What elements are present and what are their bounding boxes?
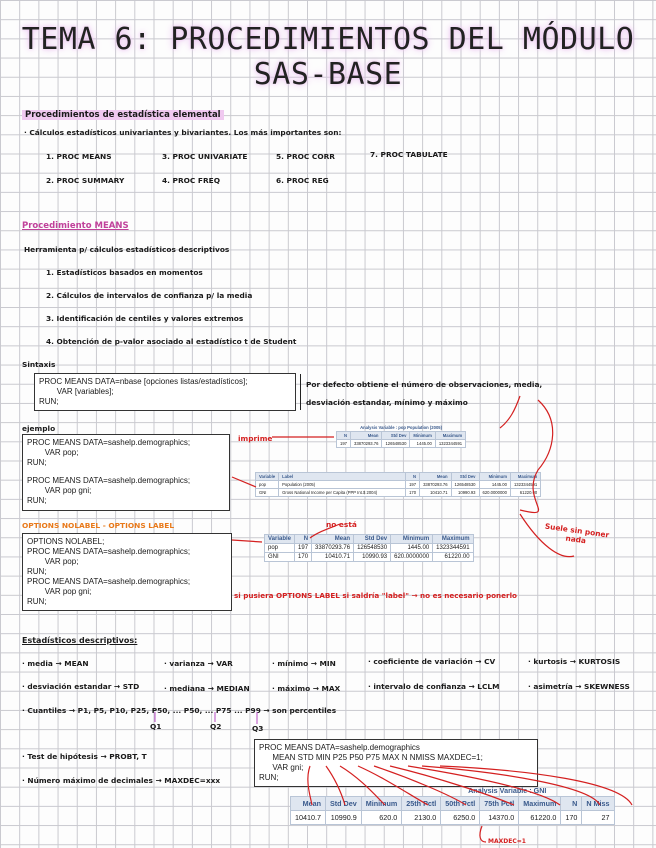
options-label-note: si pusiera OPTIONS LABEL si saldría "label" → no es necesario ponerlo bbox=[234, 591, 517, 600]
proc-item: 7. PROC TABULATE bbox=[370, 150, 448, 159]
intro-text: · Cálculos estadísticos univariantes y bivariantes. Los más importantes son: bbox=[24, 128, 342, 137]
maxdec-code-block: PROC MEANS DATA=sashelp.demographics MEAN STD MIN P25 P50 P75 MAX N NMISS MAXDEC=1; VAR gni; RUN; bbox=[254, 739, 538, 787]
stat-item: · varianza → VAR bbox=[164, 659, 233, 668]
hipotesis-text: · Test de hipótesis → PROBT, T bbox=[22, 752, 147, 761]
table-header: Maximum bbox=[519, 797, 561, 811]
quartile-label: Q2 bbox=[210, 722, 222, 731]
quartile-label: Q3 bbox=[252, 724, 264, 733]
section-heading-descriptivos: Estadísticos descriptivos: bbox=[22, 636, 138, 645]
table-header: Variable bbox=[265, 535, 295, 544]
sintaxis-code-block: PROC MEANS DATA=nbase [opciones listas/estadísticos]; VAR [variables]; RUN; bbox=[34, 373, 296, 411]
table-header: 50th Pctl bbox=[441, 797, 480, 811]
page-title: TEMA 6: PROCEDIMIENTOS DEL MÓDULO SAS-BASE bbox=[21, 22, 635, 92]
table-header: N Miss bbox=[582, 797, 614, 811]
table-header: N bbox=[337, 432, 351, 440]
stat-item: · máximo → MAX bbox=[272, 684, 341, 693]
stat-item: · media → MEAN bbox=[22, 659, 89, 668]
table-header: Minimum bbox=[361, 797, 402, 811]
proc-item: 4. PROC FREQ bbox=[162, 176, 220, 185]
table-row: GNI 170 10410.71 10990.93 620.0000000 61220.00 bbox=[265, 553, 474, 562]
table-header: N bbox=[561, 797, 582, 811]
means-description: Herramienta p/ cálculos estadísticos descriptivos bbox=[24, 245, 230, 254]
proc-item: 3. PROC UNIVARIATE bbox=[162, 152, 248, 161]
table-row: pop Population (2005) 197 33870293.76 126548530 1445.00 1323344591 bbox=[256, 481, 541, 489]
table-row: pop 197 33870293.76 126548530 1445.00 1323344591 bbox=[265, 544, 474, 553]
table-header: Minimum bbox=[391, 535, 433, 544]
table-header: Variable bbox=[256, 473, 279, 481]
proc-item: 5. PROC CORR bbox=[276, 152, 335, 161]
imprime-note: imprime bbox=[238, 434, 273, 443]
stat-item: · asimetría → SKEWNESS bbox=[528, 682, 630, 691]
means-item: 1. Estadísticos basados en momentos bbox=[46, 268, 203, 277]
table-gni bbox=[290, 786, 615, 825]
options-code-block: OPTIONS NOLABEL; PROC MEANS DATA=sashelp.demographics; VAR pop; RUN; PROC MEANS DATA=sashelp.demographics; VAR pop gni; RUN; bbox=[22, 533, 232, 611]
proc-item: 1. PROC MEANS bbox=[46, 152, 112, 161]
table-row: 10410.7 10990.9 620.0 2130.0 6250.0 14370.0 61220.0 170 27 bbox=[291, 811, 615, 825]
stat-item: · intervalo de confianza → LCLM bbox=[368, 682, 500, 691]
table-header: Label bbox=[279, 473, 406, 481]
decimales-text: · Número máximo de decimales → MAXDEC=xxx bbox=[22, 776, 221, 785]
ejemplo-code-1: PROC MEANS DATA=sashelp.demographics; VAR pop; RUN; bbox=[22, 434, 230, 476]
table-pop-caption: Analysis Variable : pop Population (2005) bbox=[360, 425, 443, 430]
means-item: 4. Obtención de p-valor asociado al estadístico t de Student bbox=[46, 337, 297, 346]
section-heading-means: Procedimiento MEANS bbox=[22, 221, 129, 231]
means-item: 2. Cálculos de intervalos de confianza p/ la media bbox=[46, 291, 253, 300]
table-header: N bbox=[406, 473, 420, 481]
arrow-table2 bbox=[232, 477, 256, 487]
table-header: Mean bbox=[312, 535, 354, 544]
table-header: Std Dev bbox=[325, 797, 361, 811]
stat-item: · coeficiente de variación → CV bbox=[368, 657, 496, 666]
means-item: 3. Identificación de centiles y valores extremos bbox=[46, 314, 244, 323]
table-header: 25th Pctl bbox=[402, 797, 441, 811]
section-heading-elemental: Procedimientos de estadística elemental bbox=[22, 102, 224, 121]
no-esta-note: no está bbox=[326, 520, 357, 529]
stat-item: · desviación estandar → STD bbox=[22, 682, 140, 691]
arrow-maxdec bbox=[480, 826, 486, 842]
table-header: Mean bbox=[351, 432, 382, 440]
stat-item: · mínimo → MIN bbox=[272, 659, 336, 668]
suele-note: Suele sin poner nada bbox=[544, 521, 610, 546]
stat-item: · mediana → MEDIAN bbox=[164, 684, 250, 693]
stat-item: · kurtosis → KURTOSIS bbox=[528, 657, 621, 666]
table-header: Maximum bbox=[433, 535, 473, 544]
arrow-options bbox=[232, 540, 262, 542]
quartile-label: Q1 bbox=[150, 722, 162, 731]
table-header: 75th Pctl bbox=[480, 797, 519, 811]
table-header: Mean bbox=[420, 473, 451, 481]
table-header: Minimum bbox=[479, 473, 510, 481]
proc-item: 2. PROC SUMMARY bbox=[46, 176, 125, 185]
sintaxis-note: Por defecto obtiene el número de observaciones, media, desviación estandar, mínimo y máximo bbox=[306, 380, 543, 407]
maxdec-note: MAXDEC=1 bbox=[488, 838, 526, 845]
table-header: Std Dev bbox=[382, 432, 410, 440]
ejemplo-code-2: PROC MEANS DATA=sashelp.demographics; VAR pop gni; RUN; bbox=[22, 473, 230, 511]
table-row: 197 33870293.76 126548530 1445.00 1323344591 bbox=[337, 440, 466, 448]
proc-item: 6. PROC REG bbox=[276, 176, 329, 185]
table-pop-gni bbox=[255, 472, 541, 497]
table-header: Std Dev bbox=[354, 535, 391, 544]
table-pop bbox=[336, 425, 466, 448]
sintaxis-label: Sintaxis bbox=[22, 360, 56, 369]
table-header: Maximum bbox=[510, 473, 540, 481]
table-header: N bbox=[295, 535, 312, 544]
table-nolabel bbox=[264, 534, 474, 562]
table-header: Maximum bbox=[435, 432, 465, 440]
table-gni-caption: Analysis Variable : GNI bbox=[468, 786, 547, 795]
cuantiles-text: · Cuantiles → P1, P5, P10, P25, P50, ... P50, ... P75 ... P99 → son percentiles bbox=[22, 706, 337, 715]
table-header: Minimum bbox=[410, 432, 435, 440]
table-row: GNI Gross National Income per Capita (PPP Int.$ 2004) 170 10410.71 10990.93 620.0000000 61220.00 bbox=[256, 489, 541, 497]
options-heading: OPTIONS NOLABEL - OPTIONS LABEL bbox=[22, 521, 175, 530]
table-header: Std Dev bbox=[451, 473, 479, 481]
table-header: Mean bbox=[291, 797, 326, 811]
ejemplo-label: ejemplo bbox=[22, 424, 56, 433]
